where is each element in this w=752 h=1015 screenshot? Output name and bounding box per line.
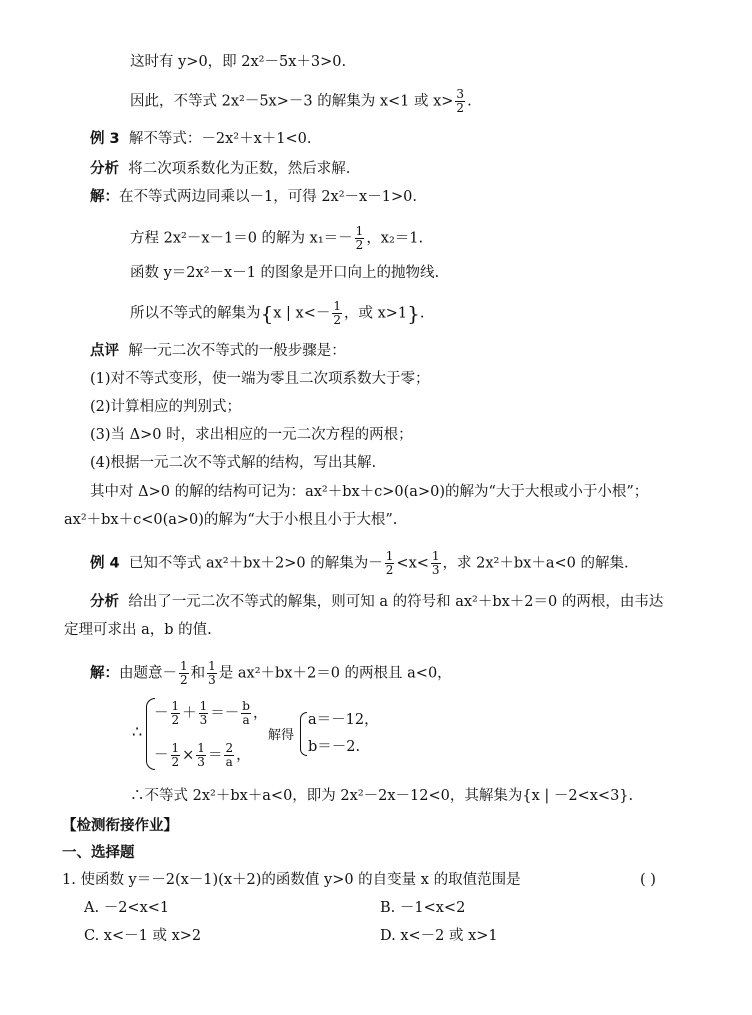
section-heading: 一、选择题 bbox=[62, 845, 135, 861]
example-4: 例 4 已知不等式 ax²＋bx＋2>0 的解集为－ $\frac{1}{2}$ <x< $\frac{1}{3}$ ，求 2x²＋bx＋a<0 的解集. bbox=[90, 549, 629, 577]
question-1: 1. 使函数 y＝－2(x－1)(x＋2)的函数值 y>0 的自变量 x 的取值范围是 bbox=[62, 872, 521, 888]
text-line: 这时有 y>0，即 2x²－5x＋3>0. bbox=[130, 54, 347, 70]
example-label: 例 4 bbox=[90, 555, 120, 572]
result-b: b＝－2. bbox=[308, 739, 361, 755]
option-b: B. －1<x<2 bbox=[380, 900, 466, 916]
fraction: $\frac{3}{2}$ bbox=[456, 87, 465, 115]
section-title: 【检测衔接作业】 bbox=[62, 818, 178, 834]
therefore-symbol: ∴ bbox=[132, 722, 143, 741]
step-4: (4)根据一元二次不等式解的结构，写出其解. bbox=[90, 455, 377, 471]
example-3: 例 3 解不等式：－2x²＋x＋1<0. bbox=[90, 131, 312, 147]
step-1: (1)对不等式变形，使一端为零且二次项系数大于零； bbox=[90, 371, 430, 387]
text-line: 函数 y＝2x²－x－1 的图象是开口向上的抛物线. bbox=[130, 265, 440, 281]
analysis-label: 分析 bbox=[90, 594, 119, 610]
text-line: 所以不等式的解集为{x | x<－ $\frac{1}{2}$ ，或 x>1}. bbox=[130, 299, 425, 327]
text-line: 方程 2x²－x－1＝0 的解为 x₁＝－ $\frac{1}{2}$ ，x₂＝1. bbox=[130, 224, 424, 252]
step-3: (3)当 Δ>0 时，求出相应的一元二次方程的两根； bbox=[90, 427, 413, 443]
solution-label: 解： bbox=[90, 189, 119, 205]
fraction: $\frac{1}{2}$ bbox=[180, 659, 188, 687]
result-a: a＝－12， bbox=[308, 712, 379, 728]
solution-label: 解： bbox=[90, 665, 119, 682]
comment: 点评 解一元二次不等式的一般步骤是： bbox=[90, 343, 346, 359]
solve-label: 解得 bbox=[268, 728, 295, 743]
option-d: D. x<－2 或 x>1 bbox=[380, 928, 498, 944]
comment-label: 点评 bbox=[90, 343, 119, 359]
analysis-label: 分析 bbox=[90, 161, 119, 177]
equation-product: － $\frac{1}{2}$ × $\frac{1}{3}$ ＝ $\frac{2}{a}$ ， bbox=[154, 741, 251, 769]
fraction: $\frac{1}{3}$ bbox=[431, 549, 440, 577]
analysis-4: 分析 给出了一元二次不等式的解集，则可知 a 的符号和 ax²＋bx＋2＝0 的两根，由韦达 bbox=[90, 594, 664, 610]
answer-paren: ( ) bbox=[640, 872, 656, 888]
text-line: 因此，不等式 2x²－5x>－3 的解集为 x<1 或 x> $\frac{3}{2}$ . bbox=[130, 87, 472, 115]
fraction: $\frac{1}{2}$ bbox=[333, 299, 341, 327]
analysis-3: 分析 将二次项系数化为正数，然后求解. bbox=[90, 161, 351, 177]
option-a: A. －2<x<1 bbox=[84, 900, 170, 916]
equation-sum: － $\frac{1}{2}$ ＋ $\frac{1}{3}$ ＝－ $\frac{b}{a}$ ， bbox=[154, 699, 268, 727]
text-line: 定理可求出 a，b 的值. bbox=[64, 622, 212, 638]
example-label: 例 3 bbox=[90, 131, 120, 147]
solution-4: 解：由题意－ $\frac{1}{2}$ 和 $\frac{1}{3}$ 是 ax²＋bx＋2＝0 的两根且 a<0， bbox=[90, 659, 452, 687]
option-c: C. x<－1 或 x>2 bbox=[84, 928, 202, 944]
note-line: ax²＋bx＋c<0(a>0)的解为“大于小根且小于大根”. bbox=[64, 512, 398, 528]
final-answer: ∴不等式 2x²＋bx＋a<0，即为 2x²－2x－12<0，其解集为{x | －2<x<3}. bbox=[130, 788, 634, 804]
fraction: $\frac{1}{2}$ bbox=[355, 224, 364, 252]
fraction: $\frac{1}{3}$ bbox=[208, 659, 216, 687]
solution-3: 解：在不等式两边同乘以－1，可得 2x²－x－1>0. bbox=[90, 189, 417, 205]
step-2: (2)计算相应的判别式； bbox=[90, 399, 242, 415]
note-line: 其中对 Δ>0 的解的结构可记为：ax²＋bx＋c>0(a>0)的解为“大于大根或小于小根”； bbox=[90, 484, 649, 500]
fraction: $\frac{1}{2}$ bbox=[385, 549, 394, 577]
result-brace bbox=[300, 712, 307, 756]
